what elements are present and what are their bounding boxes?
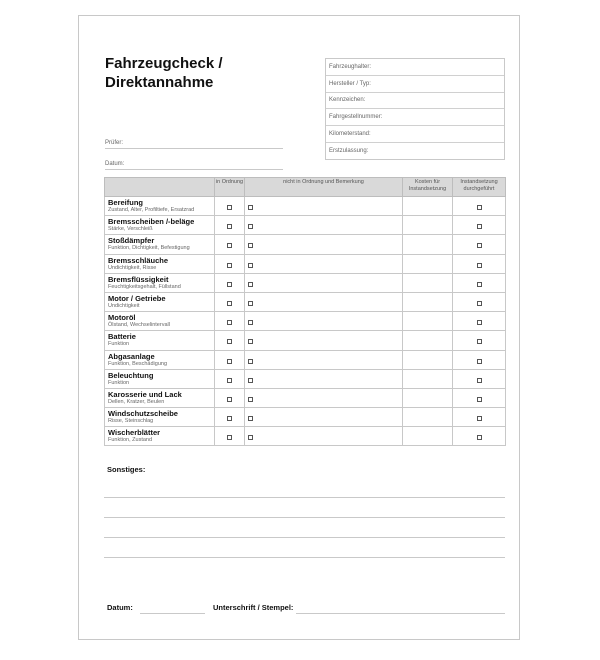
- table-row: [105, 216, 506, 235]
- check-item-cell: [105, 273, 215, 292]
- check-item-name: Bereifung: [108, 198, 144, 208]
- check-item-description: Dellen, Kratzer, Beulen: [108, 398, 165, 405]
- check-item-description: Undichtigkeit, Risse: [108, 264, 157, 271]
- ok-checkbox[interactable]: [227, 339, 232, 344]
- ok-cell: [215, 216, 245, 235]
- check-item-description: Funktion, Dichtigkeit, Befestigung: [108, 245, 190, 252]
- not-ok-checkbox[interactable]: [248, 435, 253, 440]
- footer-date-line[interactable]: [140, 613, 205, 614]
- first-registration-field[interactable]: [326, 143, 504, 160]
- ok-checkbox[interactable]: [227, 416, 232, 421]
- manufacturer-type-field[interactable]: [326, 76, 504, 93]
- check-item-cell: [105, 369, 215, 388]
- not-ok-checkbox[interactable]: [248, 339, 253, 344]
- repaired-checkbox[interactable]: [477, 243, 482, 248]
- manufacturer-type-label: Hersteller / Typ:: [329, 80, 371, 87]
- vehicle-owner-label: Fahrzeughalter:: [329, 63, 372, 70]
- repaired-cell: [453, 427, 506, 446]
- repair-cost-cell[interactable]: [403, 292, 453, 311]
- vehicle-info-box: [325, 58, 505, 160]
- repaired-checkbox[interactable]: [477, 435, 482, 440]
- check-item-cell: [105, 350, 215, 369]
- check-item-description: Funktion, Zustand: [108, 437, 153, 444]
- repair-cost-cell[interactable]: [403, 350, 453, 369]
- check-item-cell: [105, 408, 215, 427]
- check-item-name: Wischerblätter: [108, 428, 161, 438]
- column-header-item: [105, 178, 215, 197]
- repaired-checkbox[interactable]: [477, 359, 482, 364]
- title-line-2: Direktannahme: [105, 74, 214, 91]
- repair-cost-cell[interactable]: [403, 408, 453, 427]
- repaired-checkbox[interactable]: [477, 339, 482, 344]
- not-ok-remark-cell[interactable]: [245, 273, 403, 292]
- not-ok-remark-cell[interactable]: [245, 369, 403, 388]
- ok-cell: [215, 292, 245, 311]
- ok-cell: [215, 197, 245, 216]
- inspector-label: Prüfer:: [105, 140, 124, 146]
- table-row: [105, 235, 506, 254]
- table-row: [105, 292, 506, 311]
- repaired-cell: [453, 254, 506, 273]
- check-item-name: Beleuchtung: [108, 370, 154, 380]
- license-plate-field[interactable]: [326, 93, 504, 110]
- license-plate-label: Kennzeichen:: [329, 97, 366, 104]
- repaired-cell: [453, 235, 506, 254]
- other-notes-lines: [104, 478, 505, 558]
- not-ok-remark-cell[interactable]: [245, 254, 403, 273]
- repaired-cell: [453, 273, 506, 292]
- footer-signature-line[interactable]: [296, 613, 505, 614]
- other-label: Sonstiges:: [107, 465, 146, 474]
- check-item-cell: [105, 427, 215, 446]
- title-line-1: Fahrzeugcheck /: [105, 55, 223, 72]
- not-ok-remark-cell[interactable]: [245, 312, 403, 331]
- checklist-body: [105, 197, 506, 446]
- not-ok-checkbox[interactable]: [248, 320, 253, 325]
- repair-cost-cell[interactable]: [403, 369, 453, 388]
- table-row: [105, 350, 506, 369]
- chassis-number-label: Fahrgestellnummer:: [329, 114, 383, 121]
- table-row: [105, 388, 506, 407]
- not-ok-remark-cell[interactable]: [245, 216, 403, 235]
- not-ok-checkbox[interactable]: [248, 243, 253, 248]
- ok-checkbox[interactable]: [227, 301, 232, 306]
- not-ok-checkbox[interactable]: [248, 301, 253, 306]
- repaired-checkbox[interactable]: [477, 320, 482, 325]
- ok-cell: [215, 388, 245, 407]
- table-row: [105, 427, 506, 446]
- repair-cost-cell[interactable]: [403, 388, 453, 407]
- not-ok-checkbox[interactable]: [248, 397, 253, 402]
- ok-checkbox[interactable]: [227, 320, 232, 325]
- repaired-cell: [453, 408, 506, 427]
- vehicle-owner-field[interactable]: [326, 59, 504, 76]
- repaired-cell: [453, 292, 506, 311]
- other-note-line[interactable]: [104, 538, 505, 558]
- check-item-description: Zustand, Alter, Profiltiefe, Ersatzrad: [108, 207, 195, 214]
- repair-cost-cell[interactable]: [403, 273, 453, 292]
- repair-cost-cell[interactable]: [403, 216, 453, 235]
- table-row: [105, 369, 506, 388]
- table-row: [105, 254, 506, 273]
- not-ok-checkbox[interactable]: [248, 263, 253, 268]
- not-ok-checkbox[interactable]: [248, 416, 253, 421]
- column-header-repaired: Instandsetzung durchgeführt: [453, 178, 506, 197]
- ok-cell: [215, 350, 245, 369]
- check-item-name: Bremsschläuche: [108, 255, 169, 265]
- check-item-description: Funktion: [108, 341, 130, 348]
- not-ok-remark-cell[interactable]: [245, 350, 403, 369]
- ok-checkbox[interactable]: [227, 282, 232, 287]
- first-registration-label: Erstzulassung:: [329, 148, 369, 155]
- check-item-description: Ölstand, Wechselintervall: [108, 322, 170, 329]
- check-item-description: Stärke, Verschleiß: [108, 226, 153, 233]
- footer-date-label: Datum:: [107, 603, 133, 612]
- date-label: Datum:: [105, 161, 125, 167]
- not-ok-remark-cell[interactable]: [245, 408, 403, 427]
- repaired-cell: [453, 312, 506, 331]
- check-item-name: Windschutzscheibe: [108, 409, 178, 419]
- mileage-field[interactable]: [326, 126, 504, 143]
- ok-checkbox[interactable]: [227, 224, 232, 229]
- form-title: [105, 54, 223, 92]
- ok-cell: [215, 369, 245, 388]
- checklist-table: [104, 177, 506, 446]
- check-item-cell: [105, 331, 215, 350]
- repaired-cell: [453, 350, 506, 369]
- ok-cell: [215, 331, 245, 350]
- ok-checkbox[interactable]: [227, 205, 232, 210]
- inspector-field[interactable]: [105, 128, 283, 149]
- check-item-name: Bremsscheiben /-beläge: [108, 217, 195, 227]
- column-header-ok: in Ordnung: [215, 178, 245, 197]
- ok-checkbox[interactable]: [227, 378, 232, 383]
- check-item-description: Undichtigkeit: [108, 303, 140, 310]
- check-item-cell: [105, 312, 215, 331]
- repaired-checkbox[interactable]: [477, 397, 482, 402]
- repaired-checkbox[interactable]: [477, 378, 482, 383]
- repaired-checkbox[interactable]: [477, 282, 482, 287]
- not-ok-remark-cell[interactable]: [245, 292, 403, 311]
- ok-cell: [215, 273, 245, 292]
- check-item-description: Funktion, Beschädigung: [108, 360, 168, 367]
- not-ok-remark-cell[interactable]: [245, 235, 403, 254]
- ok-checkbox[interactable]: [227, 243, 232, 248]
- ok-checkbox[interactable]: [227, 359, 232, 364]
- check-item-name: Karosserie und Lack: [108, 389, 182, 399]
- repair-cost-cell[interactable]: [403, 331, 453, 350]
- check-item-name: Abgasanlage: [108, 351, 155, 361]
- repair-cost-cell[interactable]: [403, 312, 453, 331]
- repaired-cell: [453, 216, 506, 235]
- repaired-checkbox[interactable]: [477, 416, 482, 421]
- not-ok-checkbox[interactable]: [248, 282, 253, 287]
- check-item-cell: [105, 235, 215, 254]
- table-row: [105, 408, 506, 427]
- repaired-cell: [453, 197, 506, 216]
- repaired-cell: [453, 331, 506, 350]
- other-note-line[interactable]: [104, 498, 505, 518]
- other-note-line[interactable]: [104, 518, 505, 538]
- repair-cost-cell[interactable]: [403, 254, 453, 273]
- check-item-description: Risse, Steinschlag: [108, 418, 154, 425]
- not-ok-remark-cell[interactable]: [245, 388, 403, 407]
- check-item-description: Feuchtigkeitsgehalt, Füllstand: [108, 283, 181, 290]
- repaired-cell: [453, 369, 506, 388]
- ok-checkbox[interactable]: [227, 397, 232, 402]
- repair-cost-cell[interactable]: [403, 235, 453, 254]
- check-item-cell: [105, 254, 215, 273]
- not-ok-checkbox[interactable]: [248, 378, 253, 383]
- not-ok-checkbox[interactable]: [248, 205, 253, 210]
- ok-cell: [215, 235, 245, 254]
- check-item-name: Bremsflüssigkeit: [108, 274, 169, 284]
- not-ok-remark-cell[interactable]: [245, 331, 403, 350]
- check-item-cell: [105, 388, 215, 407]
- check-item-cell: [105, 216, 215, 235]
- check-item-name: Stoßdämpfer: [108, 236, 155, 246]
- ok-checkbox[interactable]: [227, 435, 232, 440]
- chassis-number-field[interactable]: [326, 109, 504, 126]
- ok-cell: [215, 254, 245, 273]
- repair-cost-cell[interactable]: [403, 427, 453, 446]
- table-header-row: [105, 178, 506, 197]
- ok-checkbox[interactable]: [227, 263, 232, 268]
- repaired-checkbox[interactable]: [477, 263, 482, 268]
- table-row: [105, 273, 506, 292]
- repaired-cell: [453, 388, 506, 407]
- check-item-name: Motoröl: [108, 313, 136, 323]
- inspector-fields: [105, 128, 283, 170]
- not-ok-remark-cell[interactable]: [245, 197, 403, 216]
- column-header-not-ok: nicht in Ordnung und Bemerkung: [245, 178, 403, 197]
- table-row: [105, 331, 506, 350]
- table-row: [105, 197, 506, 216]
- not-ok-remark-cell[interactable]: [245, 427, 403, 446]
- ok-cell: [215, 408, 245, 427]
- repaired-checkbox[interactable]: [477, 224, 482, 229]
- repaired-checkbox[interactable]: [477, 301, 482, 306]
- not-ok-checkbox[interactable]: [248, 359, 253, 364]
- not-ok-checkbox[interactable]: [248, 224, 253, 229]
- check-item-cell: [105, 197, 215, 216]
- footer-signature-label: Unterschrift / Stempel:: [213, 603, 294, 612]
- check-item-description: Funktion: [108, 379, 130, 386]
- date-field[interactable]: [105, 149, 283, 170]
- other-note-line[interactable]: [104, 478, 505, 498]
- check-item-name: Batterie: [108, 332, 136, 342]
- ok-cell: [215, 312, 245, 331]
- table-row: [105, 312, 506, 331]
- repair-cost-cell[interactable]: [403, 197, 453, 216]
- mileage-label: Kilometerstand:: [329, 131, 371, 138]
- check-item-name: Motor / Getriebe: [108, 294, 166, 304]
- column-header-cost: Kosten für Instandsetzung: [403, 178, 453, 197]
- ok-cell: [215, 427, 245, 446]
- check-item-cell: [105, 292, 215, 311]
- repaired-checkbox[interactable]: [477, 205, 482, 210]
